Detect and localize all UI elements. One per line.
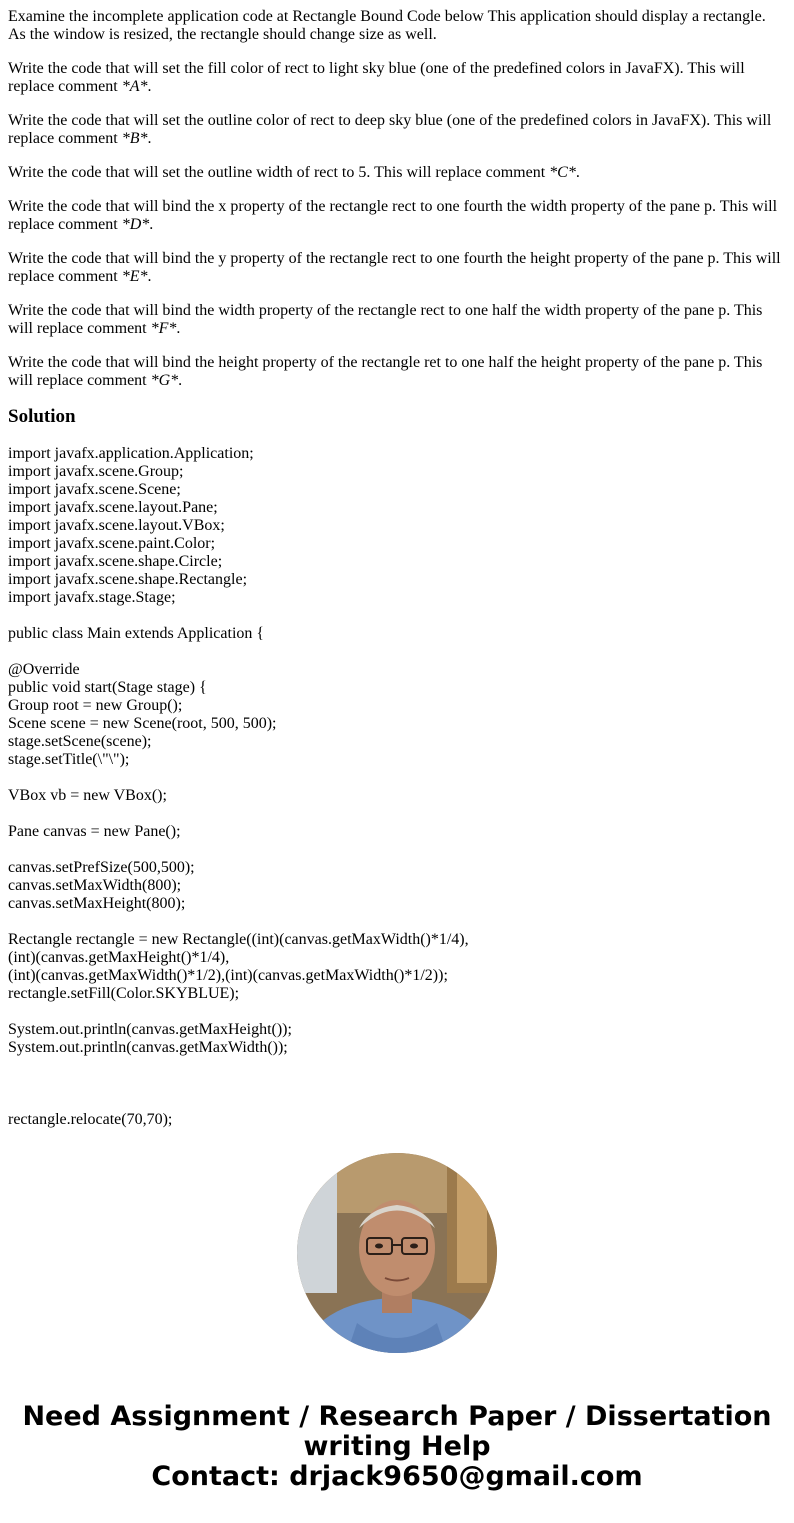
question-paragraph — [8, 8, 786, 44]
question-suffix: . — [147, 78, 152, 95]
code-line: canvas.setMaxWidth(800); — [8, 877, 182, 894]
banner-contact: Contact: drjack9650@gmail.com — [151, 1461, 643, 1492]
question-paragraph — [8, 302, 786, 338]
code-line: import javafx.scene.shape.Circle; — [8, 553, 223, 570]
question-text: Examine the incomplete application code at Rectangle Bound Code below This application should display a rectangle. As the window is resized, the rectangle should change size as well. — [8, 8, 766, 43]
code-line — [8, 805, 786, 823]
article — [8, 8, 786, 1145]
comment-marker: *G* — [150, 372, 179, 389]
code-line: import javafx.scene.shape.Rectangle; — [8, 571, 248, 588]
code-line: stage.setTitle(\"\"); — [8, 751, 130, 768]
comment-marker: *E* — [121, 268, 148, 285]
author-photo — [297, 1153, 497, 1353]
code-line: public class Main extends Application { — [8, 625, 265, 642]
question-suffix: . — [147, 268, 152, 285]
portrait-image — [297, 1153, 497, 1353]
code-line: rectangle.setFill(Color.SKYBLUE); — [8, 985, 240, 1002]
code-line — [8, 1093, 786, 1111]
code-line: Rectangle rectangle = new Rectangle((int)(canvas.getMaxWidth()*1/4), — [8, 931, 469, 948]
question-paragraph — [8, 112, 786, 148]
code-line — [8, 769, 786, 787]
question-text: Write the code that will set the outline width of rect to 5. This will replace comment — [8, 164, 550, 181]
comment-marker: *A* — [121, 78, 148, 95]
comment-marker: *D* — [121, 216, 150, 233]
question-suffix: . — [575, 164, 580, 181]
code-line: public void start(Stage stage) { — [8, 679, 207, 696]
question-paragraph — [8, 250, 786, 286]
question-suffix: . — [176, 320, 181, 337]
banner-line-2: writing Help — [303, 1431, 491, 1462]
promo-banner — [0, 1402, 794, 1492]
question-paragraph — [8, 60, 786, 96]
code-line: VBox vb = new VBox(); — [8, 787, 167, 804]
code-line: import javafx.stage.Stage; — [8, 589, 176, 606]
code-line: import javafx.scene.paint.Color; — [8, 535, 216, 552]
code-line: Group root = new Group(); — [8, 697, 183, 714]
code-line — [8, 1057, 786, 1075]
code-line — [8, 607, 786, 625]
comment-marker: *C* — [549, 164, 576, 181]
code-line: Scene scene = new Scene(root, 500, 500); — [8, 715, 277, 732]
question-suffix: . — [178, 372, 183, 389]
question-text: Write the code that will bind the width property of the rectangle rect to one half the width property of the pane p. This will replace comment — [8, 302, 763, 337]
code-line: (int)(canvas.getMaxHeight()*1/4), — [8, 949, 230, 966]
code-line: (int)(canvas.getMaxWidth()*1/2),(int)(canvas.getMaxWidth()*1/2)); — [8, 967, 448, 984]
banner-line-1: Need Assignment / Research Paper / Dissertation — [22, 1401, 772, 1432]
code-line: import javafx.scene.layout.VBox; — [8, 517, 225, 534]
code-line: @Override — [8, 661, 80, 678]
code-line: import javafx.scene.Group; — [8, 463, 184, 480]
code-block — [8, 445, 786, 1129]
code-line — [8, 643, 786, 661]
code-line: canvas.setPrefSize(500,500); — [8, 859, 195, 876]
question-text: Write the code that will bind the x property of the rectangle rect to one fourth the width property of the pane p. This will replace comment — [8, 198, 778, 233]
question-suffix: . — [147, 130, 152, 147]
code-line: import javafx.scene.layout.Pane; — [8, 499, 218, 516]
question-paragraph — [8, 198, 786, 234]
question-paragraph — [8, 164, 786, 182]
code-line — [8, 913, 786, 931]
code-line: stage.setScene(scene); — [8, 733, 152, 750]
comment-marker: *F* — [150, 320, 177, 337]
comment-marker: *B* — [121, 130, 148, 147]
question-paragraph — [8, 354, 786, 390]
code-line — [8, 1003, 786, 1021]
question-text: Write the code that will set the fill color of rect to light sky blue (one of the predefined colors in JavaFX). This will replace comment — [8, 60, 745, 95]
code-line: Pane canvas = new Pane(); — [8, 823, 181, 840]
solution-heading: Solution — [8, 406, 76, 427]
question-list — [8, 8, 786, 390]
code-line: rectangle.relocate(70,70); — [8, 1111, 173, 1128]
code-line: canvas.setMaxHeight(800); — [8, 895, 186, 912]
code-line: System.out.println(canvas.getMaxHeight()); — [8, 1021, 292, 1038]
question-suffix: . — [149, 216, 154, 233]
code-line: import javafx.scene.Scene; — [8, 481, 181, 498]
question-text: Write the code that will bind the y property of the rectangle rect to one fourth the height property of the pane p. This will replace comment — [8, 250, 781, 285]
question-text: Write the code that will set the outline color of rect to deep sky blue (one of the predefined colors in JavaFX). This will replace comment — [8, 112, 772, 147]
code-line: System.out.println(canvas.getMaxWidth()); — [8, 1039, 288, 1056]
question-text: Write the code that will bind the height property of the rectangle ret to one half the height property of the pane p. This will replace comment — [8, 354, 763, 389]
code-line — [8, 1075, 786, 1093]
code-line — [8, 841, 786, 859]
code-line: import javafx.application.Application; — [8, 445, 254, 462]
